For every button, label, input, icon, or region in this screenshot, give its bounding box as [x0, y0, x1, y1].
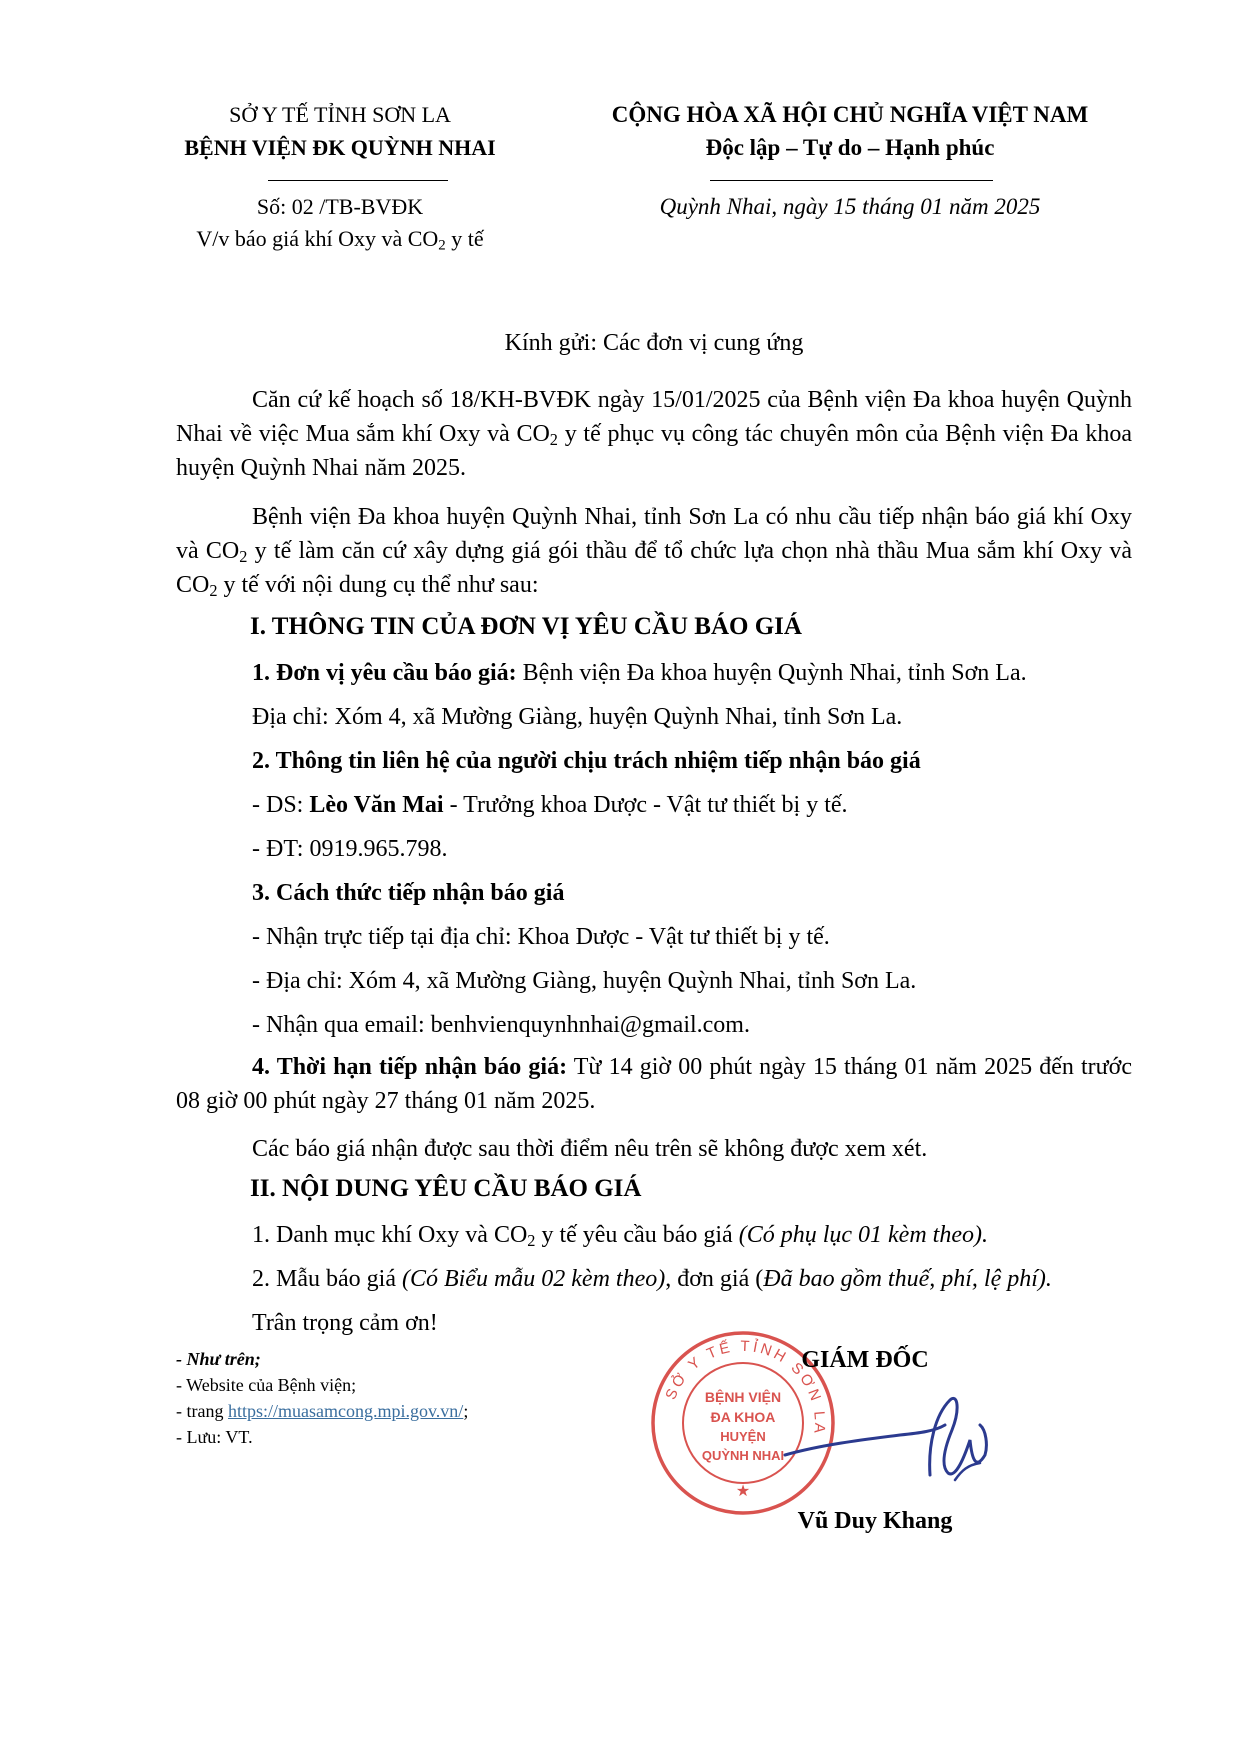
- section-1-item-2-title: 2. Thông tin liên hệ của người chịu trách nhiệm tiếp nhận báo giá: [252, 748, 921, 774]
- section-1-item-4: [176, 1050, 1132, 1118]
- contact-phone: - ĐT: 0919.965.798.: [252, 836, 448, 862]
- signer-position: GIÁM ĐỐC: [801, 1347, 929, 1373]
- s2-item1-subscript: 2: [527, 1231, 536, 1251]
- para2-text-a: Bệnh viện Đa khoa huyện Quỳnh Nhai, tỉnh Sơn La có nhu cầu tiếp nhận báo giá khí Oxy và CO: [176, 504, 1132, 564]
- late-submission-note: Các báo giá nhận được sau thời điểm nêu trên sẽ không được xem xét.: [252, 1136, 928, 1162]
- agency-name: SỞ Y TẾ TỈNH SƠN LA: [229, 102, 451, 127]
- s2-item2-b: , đơn giá (: [665, 1266, 764, 1292]
- seal-star-icon: ★: [735, 1483, 751, 1500]
- item-4-value: Từ 14 giờ 00 phút ngày 15 tháng 01 năm 2025 đến trước 08 giờ 00 phút ngày 27 tháng 01 năm 2025.: [176, 1054, 1132, 1114]
- paragraph-request: [176, 500, 1132, 602]
- section-2-title: II. NỘI DUNG YÊU CẦU BÁO GIÁ: [250, 1175, 642, 1202]
- thanks-line: Trân trọng cảm ơn!: [252, 1310, 438, 1336]
- para2-text-b: y tế làm căn cứ xây dựng giá gói thầu để tổ chức lựa chọn nhà thầu Mua sắm khí Oxy và CO: [176, 538, 1132, 598]
- seal-line-1: BỆNH VIỆN: [704, 1389, 782, 1405]
- para2-subscript-2: 2: [209, 581, 218, 601]
- para1-text-b: y tế phục vụ công tác chuyên môn của Bệnh viện Đa khoa huyện Quỳnh Nhai năm 2025.: [176, 421, 1132, 481]
- s2-item2-a: 2. Mẫu báo giá: [252, 1266, 402, 1292]
- item-1-label: 1. Đơn vị yêu cầu báo giá:: [252, 660, 517, 686]
- s2-item1-italic: (Có phụ lục 01 kèm theo).: [738, 1222, 988, 1248]
- s2-item1-b: y tế yêu cầu báo giá: [535, 1222, 739, 1248]
- item-1-value: Bệnh viện Đa khoa huyện Quỳnh Nhai, tỉnh Sơn La.: [516, 660, 1027, 686]
- portal-suffix: ;: [463, 1401, 469, 1421]
- signer-name: Vũ Duy Khang: [797, 1508, 953, 1534]
- subject-subscript: 2: [438, 237, 446, 254]
- section-1-item-1: [252, 656, 1027, 690]
- recipient-website: - Website của Bệnh viện;: [176, 1375, 357, 1395]
- handwritten-signature: [780, 1385, 1010, 1495]
- para1-subscript: 2: [549, 430, 558, 450]
- national-motto: Độc lập – Tự do – Hạnh phúc: [705, 135, 995, 160]
- contact-name: Lèo Văn Mai: [309, 792, 444, 818]
- subject-prefix: V/v báo giá khí Oxy và CO: [196, 226, 439, 251]
- section-2-item-2: [252, 1262, 1052, 1296]
- contact-role: - Trưởng khoa Dược - Vật tư thiết bị y tế.: [443, 792, 848, 818]
- seal-ring-text: SỞ Y TẾ TỈNH SƠN LA: [662, 1337, 829, 1437]
- left-header-rule: [268, 180, 448, 181]
- s2-item1-a: 1. Danh mục khí Oxy và CO: [252, 1222, 528, 1248]
- recipients-title: - Như trên;: [176, 1349, 261, 1369]
- portal-link[interactable]: https://muasamcong.mpi.gov.vn/: [227, 1401, 464, 1421]
- contact-prefix: - DS:: [252, 792, 310, 818]
- section-1-item-3-title: 3. Cách thức tiếp nhận báo giá: [252, 880, 565, 906]
- portal-prefix: - trang: [176, 1401, 228, 1421]
- seal-line-4: QUỲNH NHAI: [701, 1448, 785, 1463]
- section-2-item-1: [252, 1218, 988, 1252]
- subject-suffix: y tế: [445, 226, 484, 251]
- receive-direct: - Nhận trực tiếp tại địa chỉ: Khoa Dược - Vật tư thiết bị y tế.: [252, 924, 830, 950]
- para2-subscript-1: 2: [239, 547, 248, 567]
- seal-line-3: HUYỆN: [720, 1429, 766, 1444]
- right-header-rule: [710, 180, 993, 181]
- s2-item2-italic-1: (Có Biểu mẫu 02 kèm theo): [401, 1266, 666, 1292]
- recipient-archive: - Lưu: VT.: [176, 1427, 253, 1447]
- hospital-name: BỆNH VIỆN ĐK QUỲNH NHAI: [184, 135, 496, 160]
- date-line: Quỳnh Nhai, ngày 15 tháng 01 năm 2025: [659, 194, 1041, 219]
- document-subject: [140, 226, 540, 252]
- section-1-title: I. THÔNG TIN CỦA ĐƠN VỊ YÊU CẦU BÁO GIÁ: [250, 613, 802, 640]
- paragraph-basis: [176, 383, 1132, 485]
- receive-address: - Địa chỉ: Xóm 4, xã Mường Giàng, huyện Quỳnh Nhai, tỉnh Sơn La.: [252, 968, 917, 994]
- document-number: Số: 02 /TB-BVĐK: [256, 194, 424, 219]
- greeting: Kính gửi: Các đơn vị cung ứng: [504, 330, 804, 356]
- para2-text-c: y tế với nội dung cụ thể như sau:: [217, 572, 539, 598]
- s2-item2-italic-2: Đã bao gồm thuế, phí, lệ phí).: [763, 1266, 1052, 1292]
- receive-email: - Nhận qua email: benhvienquynhnhai@gmail.com.: [252, 1012, 750, 1038]
- contact-person: [252, 788, 848, 822]
- recipient-portal: [176, 1399, 468, 1423]
- item-4-label: 4. Thời hạn tiếp nhận báo giá:: [252, 1054, 568, 1080]
- requester-address: Địa chỉ: Xóm 4, xã Mường Giàng, huyện Quỳnh Nhai, tỉnh Sơn La.: [252, 704, 903, 730]
- nation-title: CỘNG HÒA XÃ HỘI CHỦ NGHĨA VIỆT NAM: [611, 102, 1089, 127]
- para1-text-a: Căn cứ kế hoạch số 18/KH-BVĐK ngày 15/01/2025 của Bệnh viện Đa khoa huyện Quỳnh Nhai về việc Mua sắm khí Oxy và CO: [176, 387, 1132, 447]
- seal-line-2: ĐA KHOA: [710, 1409, 776, 1425]
